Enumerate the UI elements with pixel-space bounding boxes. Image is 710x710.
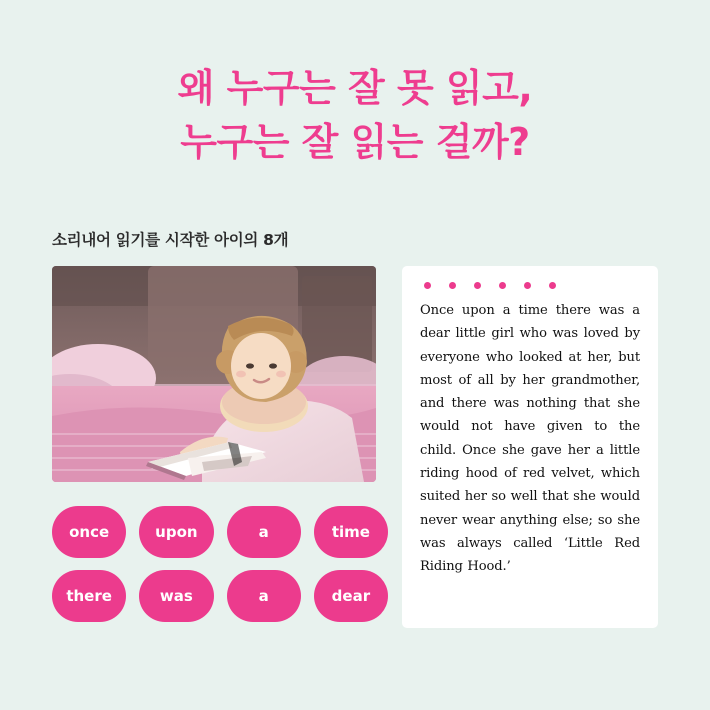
word-chip-dear[interactable]: dear [314,570,388,622]
dot-icon [549,282,556,289]
dot-icon [524,282,531,289]
dot-decoration-row [420,282,640,289]
dot-icon [474,282,481,289]
subheading: 소리내어 읽기를 시작한 아이의 8개 [52,231,289,249]
word-chip-row-1 [52,506,388,558]
dot-icon [499,282,506,289]
dot-icon [424,282,431,289]
page-title-line-1: 왜 누구는 잘 못 읽고, [177,66,533,110]
word-chip-there[interactable]: there [52,570,126,622]
word-chip-row-2 [52,570,388,622]
reading-girl-photo [52,266,376,482]
word-chip-a-2[interactable]: a [227,570,301,622]
word-chip-upon[interactable]: upon [139,506,213,558]
dot-icon [449,282,456,289]
page-title [0,62,710,170]
word-chip-time[interactable]: time [314,506,388,558]
photo-illustration [52,266,376,482]
page-title-line-2: 누구는 잘 읽는 걸까? [180,119,530,164]
word-chip-once[interactable]: once [52,506,126,558]
word-chip-a-1[interactable]: a [227,506,301,558]
word-chip-was[interactable]: was [139,570,213,622]
story-card [402,266,658,628]
story-text: Once upon a time there was a dear little girl who was loved by everyone who looked at her, but most of all by her grandmother, and there was nothing that she would not have given to the child. Once she gave her a little riding hood of red velvet, which suited her so well that she would never wear anything else; so she was always called ‘Little Red Riding Hood.’ [420,303,640,575]
word-chip-group [52,506,388,634]
